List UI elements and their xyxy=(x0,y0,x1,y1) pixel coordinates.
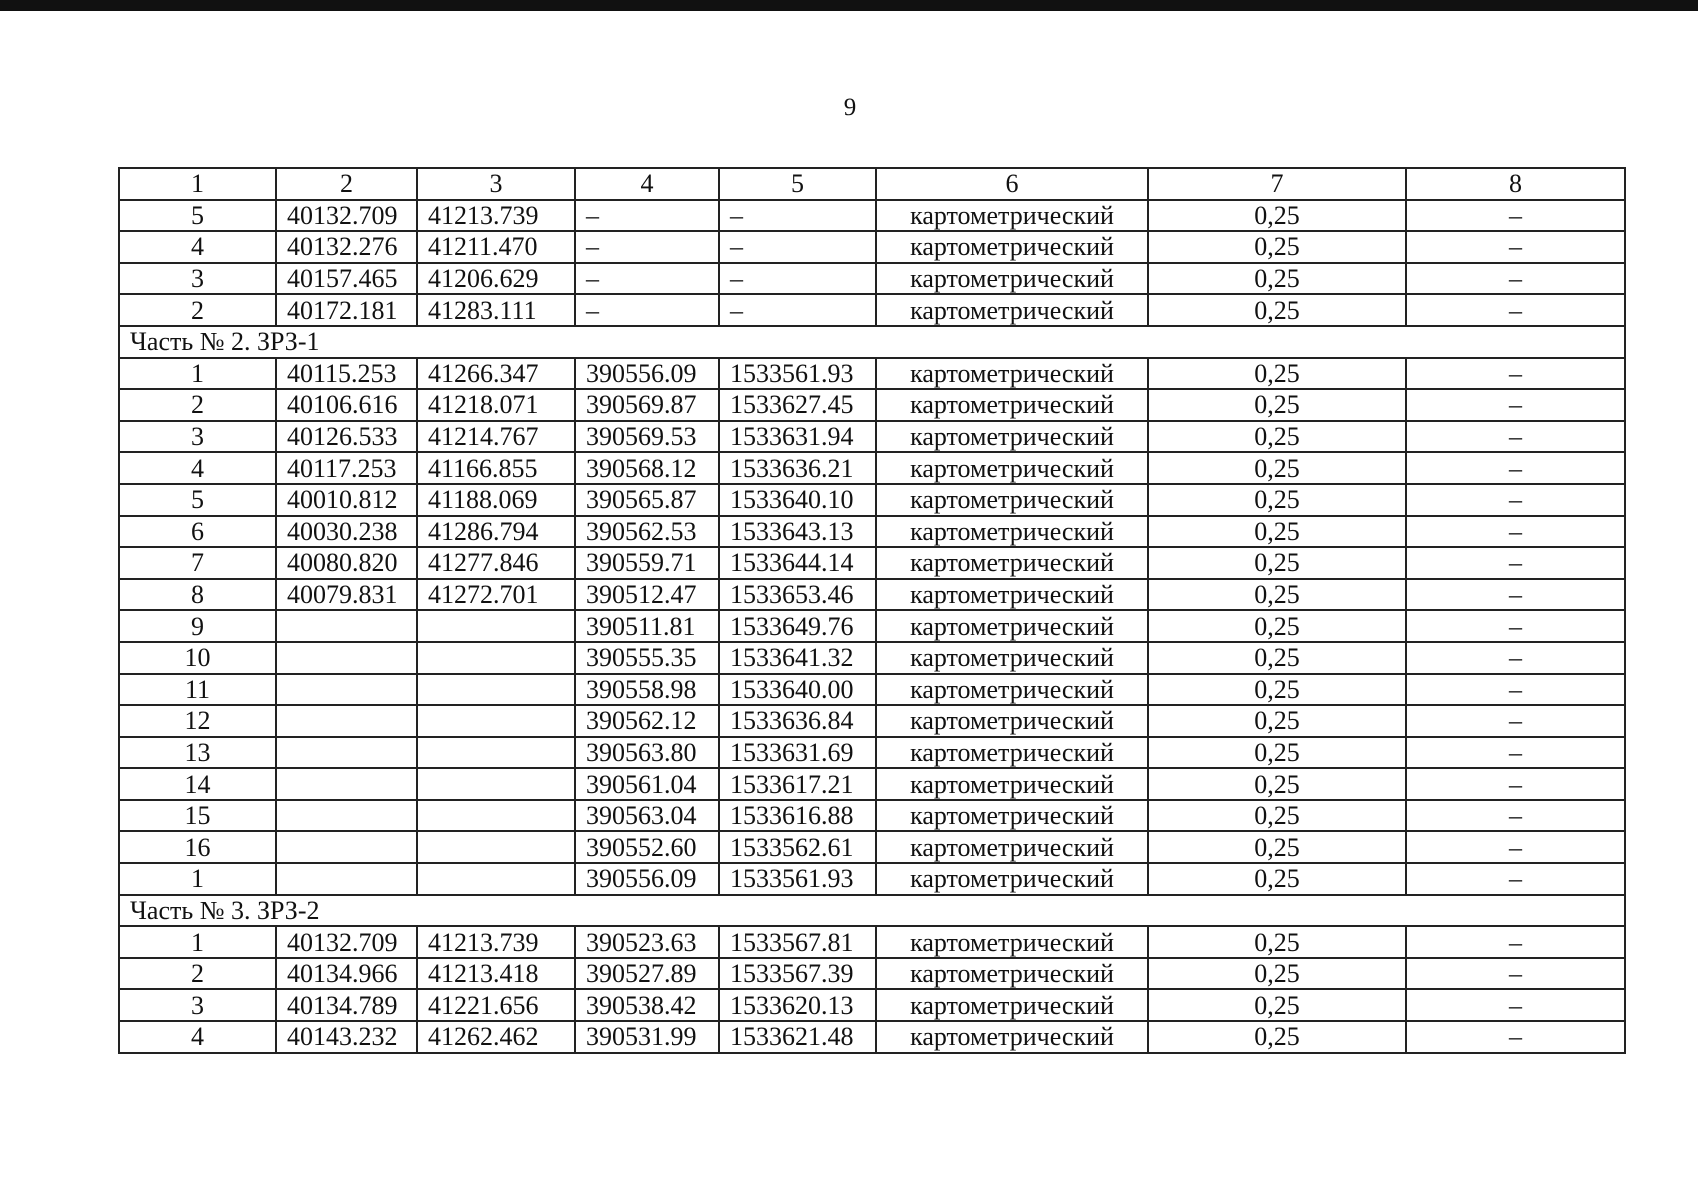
table-row xyxy=(119,926,1625,958)
table-row xyxy=(119,768,1625,800)
table-cell: 390569.53 xyxy=(575,421,719,453)
table-cell: картометрический xyxy=(876,737,1148,769)
table-cell: 40106.616 xyxy=(276,389,417,421)
table-cell: 40172.181 xyxy=(276,294,417,326)
table-cell: картометрический xyxy=(876,516,1148,548)
table-cell: картометрический xyxy=(876,452,1148,484)
table-cell xyxy=(417,800,575,832)
table-cell: 6 xyxy=(119,516,276,548)
table-cell: 1533617.21 xyxy=(719,768,876,800)
table-cell: – xyxy=(1406,705,1625,737)
table-cell: – xyxy=(1406,768,1625,800)
table-cell xyxy=(417,642,575,674)
table-row xyxy=(119,642,1625,674)
table-row xyxy=(119,863,1625,895)
table-cell: 4 xyxy=(119,231,276,263)
table-row xyxy=(119,1021,1625,1053)
table-cell: 41213.739 xyxy=(417,200,575,232)
table-cell: 0,25 xyxy=(1148,768,1406,800)
table-cell: 0,25 xyxy=(1148,737,1406,769)
table-cell: 1533561.93 xyxy=(719,863,876,895)
column-header: 7 xyxy=(1148,168,1406,200)
table-row xyxy=(119,737,1625,769)
table-cell: 390556.09 xyxy=(575,358,719,390)
table-row xyxy=(119,452,1625,484)
table-cell: 390562.53 xyxy=(575,516,719,548)
table-cell xyxy=(417,768,575,800)
table-cell: – xyxy=(719,263,876,295)
table-cell: 0,25 xyxy=(1148,610,1406,642)
table-cell: 1 xyxy=(119,863,276,895)
table-cell: 2 xyxy=(119,958,276,990)
table-cell: 1533644.14 xyxy=(719,547,876,579)
table-cell: картометрический xyxy=(876,294,1148,326)
section-header-row xyxy=(119,326,1625,358)
table-cell: 41277.846 xyxy=(417,547,575,579)
table-cell: 41213.418 xyxy=(417,958,575,990)
table-cell: 390552.60 xyxy=(575,831,719,863)
table-row xyxy=(119,831,1625,863)
table-cell: 0,25 xyxy=(1148,705,1406,737)
table-row xyxy=(119,958,1625,990)
table-cell: 40115.253 xyxy=(276,358,417,390)
table-cell: 390565.87 xyxy=(575,484,719,516)
table-cell: 1 xyxy=(119,926,276,958)
table-cell: 16 xyxy=(119,831,276,863)
table-cell: – xyxy=(1406,926,1625,958)
table-cell: 40132.276 xyxy=(276,231,417,263)
table-cell: – xyxy=(1406,421,1625,453)
table-cell: 1533640.10 xyxy=(719,484,876,516)
table-cell: картометрический xyxy=(876,263,1148,295)
table-cell: картометрический xyxy=(876,200,1148,232)
table-cell: 40134.789 xyxy=(276,989,417,1021)
table-cell: 40117.253 xyxy=(276,452,417,484)
column-header: 4 xyxy=(575,168,719,200)
table-cell: 1533653.46 xyxy=(719,579,876,611)
table-cell: 4 xyxy=(119,1021,276,1053)
table-cell xyxy=(417,705,575,737)
column-header: 2 xyxy=(276,168,417,200)
table-cell: 41211.470 xyxy=(417,231,575,263)
table-cell: 390569.87 xyxy=(575,389,719,421)
table-row xyxy=(119,800,1625,832)
column-number-row xyxy=(119,168,1625,200)
table-cell: 1533620.13 xyxy=(719,989,876,1021)
table-cell: 40132.709 xyxy=(276,926,417,958)
table-cell: 41166.855 xyxy=(417,452,575,484)
table-cell: 390523.63 xyxy=(575,926,719,958)
table-cell: 0,25 xyxy=(1148,831,1406,863)
table-cell: 40134.966 xyxy=(276,958,417,990)
table-cell: – xyxy=(1406,642,1625,674)
table-cell: картометрический xyxy=(876,768,1148,800)
table-row xyxy=(119,484,1625,516)
table-cell: 41286.794 xyxy=(417,516,575,548)
table-cell: – xyxy=(1406,989,1625,1021)
table-cell: 10 xyxy=(119,642,276,674)
table-cell: 11 xyxy=(119,674,276,706)
table-cell: картометрический xyxy=(876,547,1148,579)
table-cell: 2 xyxy=(119,389,276,421)
table-cell: картометрический xyxy=(876,1021,1148,1053)
table-row xyxy=(119,200,1625,232)
table-cell: 41206.629 xyxy=(417,263,575,295)
table-cell xyxy=(276,737,417,769)
table-cell: 0,25 xyxy=(1148,958,1406,990)
table-cell: картометрический xyxy=(876,389,1148,421)
table-cell: 0,25 xyxy=(1148,389,1406,421)
table-cell: – xyxy=(1406,484,1625,516)
table-cell: картометрический xyxy=(876,421,1148,453)
table-cell: – xyxy=(1406,674,1625,706)
table-cell: 1533561.93 xyxy=(719,358,876,390)
table-cell: 0,25 xyxy=(1148,358,1406,390)
column-header: 5 xyxy=(719,168,876,200)
table-cell: – xyxy=(719,294,876,326)
section-header-row xyxy=(119,895,1625,927)
table-cell: 0,25 xyxy=(1148,294,1406,326)
table-cell: 5 xyxy=(119,200,276,232)
table-cell: – xyxy=(575,231,719,263)
table-cell: 390511.81 xyxy=(575,610,719,642)
table-cell: 0,25 xyxy=(1148,989,1406,1021)
table-cell: – xyxy=(575,294,719,326)
table-cell: – xyxy=(1406,831,1625,863)
column-header: 8 xyxy=(1406,168,1625,200)
table-cell: 390559.71 xyxy=(575,547,719,579)
table-row xyxy=(119,516,1625,548)
table-cell: картометрический xyxy=(876,831,1148,863)
column-header: 1 xyxy=(119,168,276,200)
table-row xyxy=(119,610,1625,642)
table-cell: 41221.656 xyxy=(417,989,575,1021)
table-cell: 1533616.88 xyxy=(719,800,876,832)
table-cell: 390563.80 xyxy=(575,737,719,769)
table-cell: – xyxy=(1406,231,1625,263)
page-number: 9 xyxy=(843,94,857,121)
table-cell: картометрический xyxy=(876,642,1148,674)
table-cell: – xyxy=(1406,547,1625,579)
table-cell: картометрический xyxy=(876,863,1148,895)
table-cell: 40126.533 xyxy=(276,421,417,453)
scan-top-border xyxy=(0,0,1698,11)
table-cell: 14 xyxy=(119,768,276,800)
table-cell xyxy=(417,831,575,863)
table-cell xyxy=(417,610,575,642)
table-cell: 1533649.76 xyxy=(719,610,876,642)
table-cell: – xyxy=(1406,610,1625,642)
table-cell: картометрический xyxy=(876,674,1148,706)
table-cell: 41188.069 xyxy=(417,484,575,516)
table-cell: 1533640.00 xyxy=(719,674,876,706)
table-cell: 40080.820 xyxy=(276,547,417,579)
table-cell: 3 xyxy=(119,263,276,295)
table-cell: – xyxy=(719,231,876,263)
table-cell: 0,25 xyxy=(1148,863,1406,895)
table-cell: 390538.42 xyxy=(575,989,719,1021)
table-cell: 1533562.61 xyxy=(719,831,876,863)
table-cell: – xyxy=(1406,516,1625,548)
table-cell: 1533627.45 xyxy=(719,389,876,421)
table-cell: 40010.812 xyxy=(276,484,417,516)
table-cell: 390563.04 xyxy=(575,800,719,832)
table-cell: 41218.071 xyxy=(417,389,575,421)
table-cell: 0,25 xyxy=(1148,200,1406,232)
table-cell: картометрический xyxy=(876,484,1148,516)
table-cell: 0,25 xyxy=(1148,421,1406,453)
table-row xyxy=(119,421,1625,453)
table-cell: – xyxy=(1406,579,1625,611)
table-cell: 1533567.39 xyxy=(719,958,876,990)
table-cell: – xyxy=(1406,1021,1625,1053)
table-cell: – xyxy=(1406,863,1625,895)
table-cell: – xyxy=(1406,958,1625,990)
table-cell: 41283.111 xyxy=(417,294,575,326)
table-cell xyxy=(417,674,575,706)
table-cell: 0,25 xyxy=(1148,642,1406,674)
table-cell: 40157.465 xyxy=(276,263,417,295)
table-cell: 1533641.32 xyxy=(719,642,876,674)
table-cell xyxy=(276,863,417,895)
table-cell: – xyxy=(1406,800,1625,832)
table-cell: – xyxy=(719,200,876,232)
table-cell: – xyxy=(575,263,719,295)
table-cell: 0,25 xyxy=(1148,263,1406,295)
table-cell xyxy=(276,768,417,800)
column-header: 3 xyxy=(417,168,575,200)
table-cell: 40079.831 xyxy=(276,579,417,611)
section-title: Часть № 3. ЗРЗ-2 xyxy=(119,895,1625,927)
table-cell: 9 xyxy=(119,610,276,642)
table-cell: картометрический xyxy=(876,358,1148,390)
table-cell: 390568.12 xyxy=(575,452,719,484)
table-cell: 13 xyxy=(119,737,276,769)
table-cell xyxy=(276,674,417,706)
table-cell xyxy=(276,831,417,863)
table-row xyxy=(119,705,1625,737)
table-cell: картометрический xyxy=(876,926,1148,958)
table-row xyxy=(119,674,1625,706)
table-cell: 390531.99 xyxy=(575,1021,719,1053)
table-cell xyxy=(417,863,575,895)
table-cell: 3 xyxy=(119,989,276,1021)
table-cell: 0,25 xyxy=(1148,231,1406,263)
table-cell: 1533631.69 xyxy=(719,737,876,769)
table-cell: 0,25 xyxy=(1148,579,1406,611)
table-cell: 1533636.84 xyxy=(719,705,876,737)
table-cell: 40030.238 xyxy=(276,516,417,548)
column-header: 6 xyxy=(876,168,1148,200)
table-cell: 40143.232 xyxy=(276,1021,417,1053)
table-cell: – xyxy=(575,200,719,232)
table-cell: 40132.709 xyxy=(276,200,417,232)
table-cell: 3 xyxy=(119,421,276,453)
table-cell: 5 xyxy=(119,484,276,516)
table-cell: 4 xyxy=(119,452,276,484)
table-cell: 8 xyxy=(119,579,276,611)
table-cell: 2 xyxy=(119,294,276,326)
table-cell: 0,25 xyxy=(1148,926,1406,958)
table-cell xyxy=(276,642,417,674)
table-cell: – xyxy=(1406,389,1625,421)
table-cell: 0,25 xyxy=(1148,452,1406,484)
table-row xyxy=(119,294,1625,326)
table-cell: 0,25 xyxy=(1148,484,1406,516)
table-cell: 12 xyxy=(119,705,276,737)
table-cell: 1 xyxy=(119,358,276,390)
table-cell: 1533631.94 xyxy=(719,421,876,453)
table-cell: 1533636.21 xyxy=(719,452,876,484)
table-row xyxy=(119,579,1625,611)
table-body xyxy=(119,200,1625,1053)
table-cell: 390561.04 xyxy=(575,768,719,800)
table-row xyxy=(119,389,1625,421)
table-cell: 390512.47 xyxy=(575,579,719,611)
table-cell: 390555.35 xyxy=(575,642,719,674)
table-cell: – xyxy=(1406,358,1625,390)
table-cell: картометрический xyxy=(876,610,1148,642)
table-cell: 0,25 xyxy=(1148,674,1406,706)
table-cell: 41272.701 xyxy=(417,579,575,611)
table-cell: 1533621.48 xyxy=(719,1021,876,1053)
table-cell: 0,25 xyxy=(1148,547,1406,579)
table-cell: картометрический xyxy=(876,989,1148,1021)
table-cell: 0,25 xyxy=(1148,800,1406,832)
table-cell: картометрический xyxy=(876,579,1148,611)
table-cell xyxy=(276,610,417,642)
table-cell: 390558.98 xyxy=(575,674,719,706)
table-cell: картометрический xyxy=(876,958,1148,990)
table-cell: 41262.462 xyxy=(417,1021,575,1053)
table-row xyxy=(119,989,1625,1021)
coordinates-table xyxy=(118,167,1626,1054)
table-cell: картометрический xyxy=(876,800,1148,832)
table-cell: 0,25 xyxy=(1148,516,1406,548)
table-cell: 7 xyxy=(119,547,276,579)
table-cell: 390562.12 xyxy=(575,705,719,737)
table-cell xyxy=(276,800,417,832)
table-cell xyxy=(417,737,575,769)
table-cell: – xyxy=(1406,200,1625,232)
table-cell: – xyxy=(1406,294,1625,326)
table-row xyxy=(119,263,1625,295)
table-cell: – xyxy=(1406,263,1625,295)
table-cell: 41214.767 xyxy=(417,421,575,453)
table-cell: 0,25 xyxy=(1148,1021,1406,1053)
table-row xyxy=(119,231,1625,263)
table-cell: – xyxy=(1406,452,1625,484)
table-cell: – xyxy=(1406,737,1625,769)
table-cell: картометрический xyxy=(876,231,1148,263)
table-cell xyxy=(276,705,417,737)
table-cell: 1533567.81 xyxy=(719,926,876,958)
section-title: Часть № 2. ЗРЗ-1 xyxy=(119,326,1625,358)
table-cell: 41213.739 xyxy=(417,926,575,958)
table-row xyxy=(119,547,1625,579)
table-row xyxy=(119,358,1625,390)
table-cell: картометрический xyxy=(876,705,1148,737)
table-cell: 390556.09 xyxy=(575,863,719,895)
table-cell: 41266.347 xyxy=(417,358,575,390)
table-cell: 15 xyxy=(119,800,276,832)
table-cell: 390527.89 xyxy=(575,958,719,990)
table-cell: 1533643.13 xyxy=(719,516,876,548)
